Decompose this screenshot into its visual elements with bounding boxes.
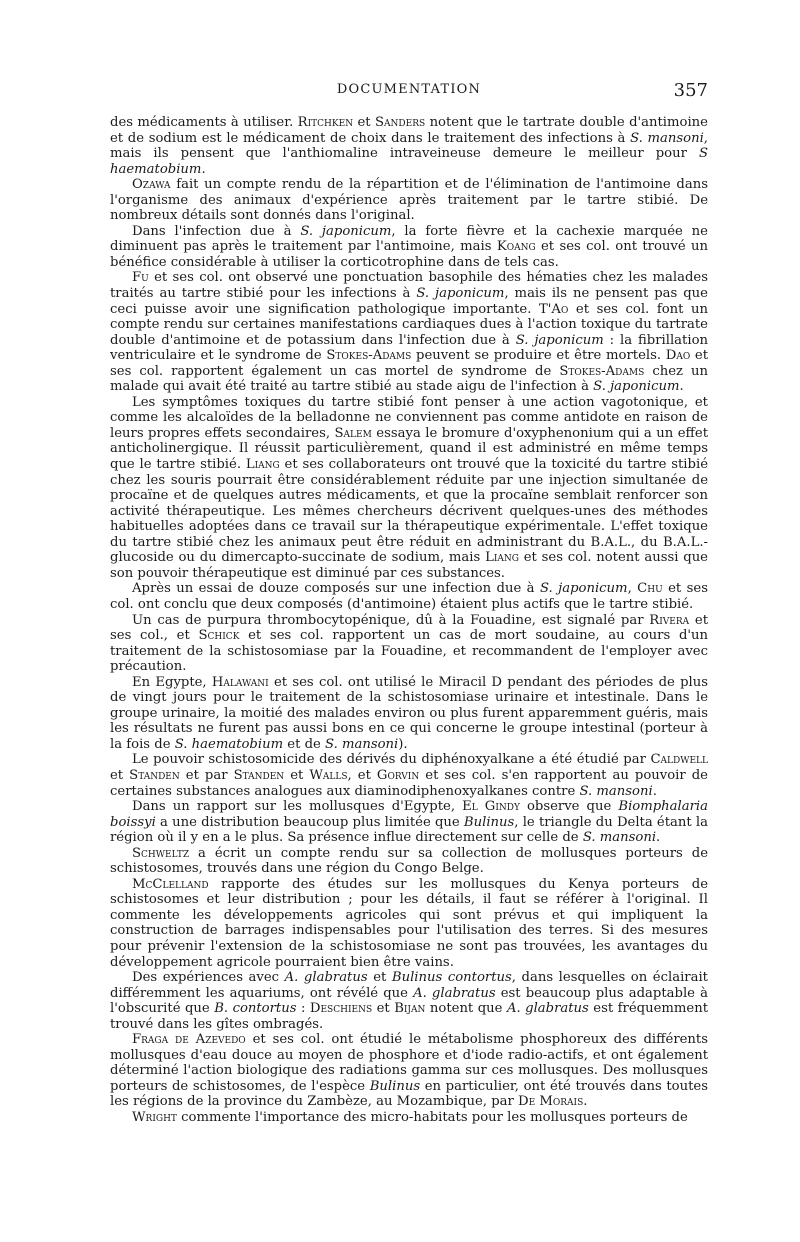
paragraph: Dans un rapport sur les mollusques d'Egypte, El Gindy observe que Biomphalaria boissyi a une distribution beaucoup plus limitée que Bulinus, le triangle du Delta étant la région où il y en a le plus. Sa présence influe directement sur celle de S. mansoni.: [110, 799, 708, 846]
page-number: 357: [673, 80, 708, 101]
paragraph: En Egypte, Halawani et ses col. ont utilisé le Miracil D pendant des périodes de plus de vingt jours pour le traitement de la schistosomiase urinaire et intestinale. Dans le groupe urinaire, la moitié des malades environ ou plus furent apparemment guéris, mais les résultats ne furent pas aussi bons en ce qui concerne le groupe intestinal (porteur à la fois de S. haematobium et de S. mansoni).: [110, 674, 708, 752]
paragraph: Fu et ses col. ont observé une ponctuation basophile des hématies chez les malades traités au tartre stibié pour les infections à S. japonicum, mais ils ne pensent pas que ceci puisse avoir une signification pathologique importante. T'Ao et ses col. font un compte rendu sur certaines manifestations cardiaques dues à l'action toxique du tartrate double d'antimoine et de potassium dans l'infection due à S. japonicum : la fibrillation ventriculaire et le syndrome de Stokes-Adams peuvent se produire et être mortels. Dao et ses col. rapportent également un cas mortel de syndrome de Stokes-Adams chez un malade qui avait été traité au tartre stibié au stade aigu de l'infection à S. japonicum.: [110, 270, 708, 395]
paragraph: Le pouvoir schistosomicide des dérivés du diphénoxyalkane a été étudié par Caldwell et Standen et par Standen et Walls, et Gorvin et ses col. s'en rapportent au pouvoir de certaines substances analogues aux diaminodiphenoxyalkanes contre S. mansoni.: [110, 752, 708, 799]
running-title: DOCUMENTATION: [336, 82, 482, 97]
paragraph: Schweltz a écrit un compte rendu sur sa collection de mollusques porteurs de schistosomes, trouvés dans une région du Congo Belge.: [110, 845, 708, 877]
body-text: [110, 115, 708, 1126]
paragraph: Ozawa fait un compte rendu de la répartition et de l'élimination de l'antimoine dans l'organisme des animaux d'expérience après traitement par le tartre stibié. De nombreux détails sont donnés dans l'original.: [110, 177, 708, 224]
paragraph: Fraga de Azevedo et ses col. ont étudié le métabolisme phosphoreux des différents mollusques d'eau douce au moyen de phosphore et d'iode radio-actifs, et ont également déterminé l'action biologique des radiations gamma sur ces mollusques. Des mollusques porteurs de schistosomes, de l'espèce Bulinus en particulier, ont été trouvés dans toutes les régions de la province du Zambèze, au Mozambique, par De Morais.: [110, 1032, 708, 1110]
page-header: [110, 82, 708, 104]
paragraph: Après un essai de douze composés sur une infection due à S. japonicum, Chu et ses col. ont conclu que deux composés (d'antimoine) étaient plus actifs que le tartre stibié.: [110, 581, 708, 612]
paragraph: Wright commente l'importance des micro-habitats pour les mollusques porteurs de: [132, 1110, 688, 1125]
paragraph: des médicaments à utiliser. Ritchken et Sanders notent que le tartrate double d'antimoine et de sodium est le médicament de choix dans le traitement des infections à S. mansoni, mais ils pensent que l'anthiomaline intraveineuse demeure le meilleur pour S haematobium.: [110, 115, 708, 177]
paragraph: Dans l'infection due à S. japonicum, la forte fièvre et la cachexie marquée ne diminuent pas après le traitement par l'antimoine, mais Koang et ses col. ont trouvé un bénéfice considérable à utiliser la corticotrophine dans de tels cas.: [110, 223, 708, 270]
paragraph: Les symptômes toxiques du tartre stibié font penser à une action vagotonique, et comme les alcaloïdes de la belladonne ne conviennent pas comme antidote en raison de leurs propres effets secondaires, Salem essaya le bromure d'oxyphenonium qui a un effet anticholinergique. Il réussit particulièrement, quand il est administré en même temps que le tartre stibié. Liang et ses collaborateurs ont trouvé que la toxicité du tartre stibié chez les souris pourrait être considérablement réduite par une injection simultanée de procaïne et de quelques autres médicaments, et que la procaïne semblait renforcer son activité thérapeutique. Les mêmes chercheurs décrivent quelques-unes des méthodes habituelles adoptées dans ce travail sur la thérapeutique expérimentale. L'effet toxique du tartre stibié chez les animaux peut être réduit en administrant du B.A.L., du B.A.L.-glucoside ou du dimercapto-succinate de sodium, mais Liang et ses col. notent aussi que son pouvoir thérapeutique est diminué par ces substances.: [110, 394, 708, 581]
paragraph: Des expériences avec A. glabratus et Bulinus contortus, dans lesquelles on éclairait différemment les aquariums, ont révélé que A. glabratus est beaucoup plus adaptable à l'obscurité que B. contortus : Deschiens et Bijan notent que A. glabratus est fréquemment trouvé dans les gîtes ombragés.: [110, 970, 708, 1032]
paragraph: McClelland rapporte des études sur les mollusques du Kenya porteurs de schistosomes et leur distribution ; pour les détails, il faut se référer à l'original. Il commente les développements agricoles qui sont prévus et qui impliquent la construction de barrages indispensables pour l'utilisation des terres. Si des mesures pour prévenir l'extension de la schistosomiase ne sont pas trouvées, les avantages du développement agricole pourraient bien être vains.: [110, 876, 708, 970]
paragraph: Un cas de purpura thrombocytopénique, dû à la Fouadine, est signalé par Rivera et ses col., et Schick et ses col. rapportent un cas de mort soudaine, au cours d'un traitement de la schistosomiase par la Fouadine, et recommandent de l'employer avec précaution.: [110, 612, 709, 675]
